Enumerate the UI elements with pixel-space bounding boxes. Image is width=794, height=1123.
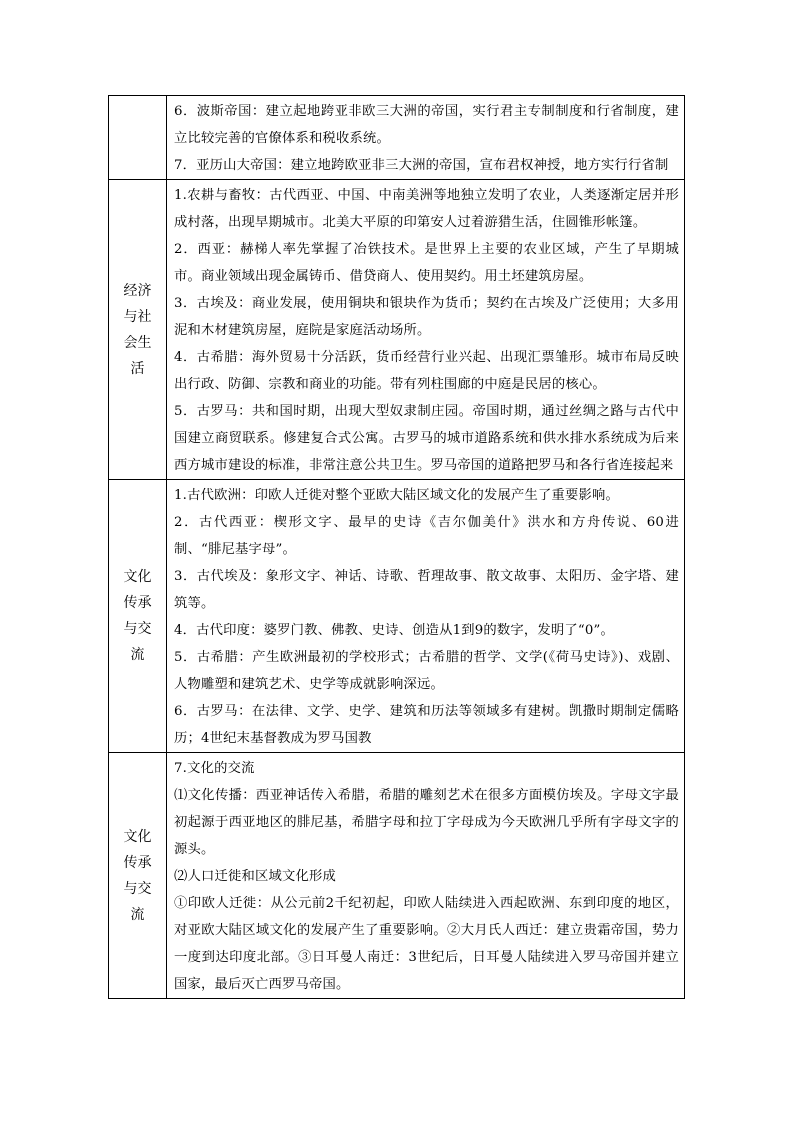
paragraph: 3．古代埃及：象形文字、神话、诗歌、哲理故事、散文故事、太阳历、金字塔、建筑等。 <box>174 569 679 611</box>
category-cell <box>109 480 167 753</box>
paragraph: 5．古希腊：产生欧洲最初的学校形式；古希腊的哲学、文学(《荷马史诗》)、戏剧、人物雕塑和建筑艺术、史学等成就影响深远。 <box>174 650 679 692</box>
paragraph: 1.农耕与畜牧：古代西亚、中国、中南美洲等地独立发明了农业，人类逐渐定居并形成村落，出现早期城市。北美大平原的印第安人过着游猎生活，住圆锥形帐篷。 <box>174 188 679 230</box>
paragraph: 6．古罗马：在法律、文学、史学、建筑和历法等领域多有建树。凯撒时期制定儒略历；4世纪末基督教成为罗马国教 <box>174 704 679 746</box>
category-line: 文化 <box>123 828 152 845</box>
category-line: 活 <box>130 360 145 377</box>
paragraph: 4．古代印度：婆罗门教、佛教、史诗、创造从1到9的数字，发明了“0”。 <box>174 623 615 638</box>
paragraph: ⑴文化传播：西亚神话传入希腊，希腊的雕刻艺术在很多方面模仿埃及。字母文字最初起源于西亚地区的腓尼基，希腊字母和拉丁字母成为今天欧洲几乎所有字母文字的源头。 <box>174 788 679 857</box>
category-line: 文化 <box>123 569 152 585</box>
category-cell <box>109 753 167 999</box>
category-line: 与交 <box>123 880 152 897</box>
paragraph: 6．波斯帝国：建立起地跨亚非欧三大洲的帝国，实行君主专制制度和行省制度，建立比较完善的官僚体系和税收系统。 <box>174 104 679 146</box>
category-label <box>109 564 166 668</box>
category-cell <box>109 180 167 480</box>
category-cell <box>109 96 167 180</box>
category-label <box>109 824 166 928</box>
content-cell <box>167 96 685 180</box>
category-label <box>109 278 166 382</box>
content-cell <box>167 480 685 753</box>
category-line: 经济 <box>123 282 152 299</box>
table-row-exchange <box>109 753 685 999</box>
paragraph: ⑵人口迁徙和区域文化形成 <box>174 869 336 884</box>
paragraph: ①印欧人迁徙：从公元前2千纪初起，印欧人陆续进入西起欧洲、东到印度的地区，对亚欧大陆区域文化的发展产生了重要影响。②大月氏人西迁：建立贵霜帝国，势力一度到达印度北部。③日耳曼人南迁：3世纪后，日耳曼人陆续进入罗马帝国并建立国家，最后灭亡西罗马帝国。 <box>174 896 679 992</box>
paragraph: 2．西亚：赫梯人率先掌握了冶铁技术。是世界上主要的农业区域，产生了早期城市。商业领域出现金属铸币、借贷商人、使用契约。用土坯建筑房屋。 <box>174 242 679 284</box>
paragraph: 7.文化的交流 <box>174 761 255 776</box>
content-table <box>108 95 685 999</box>
category-line: 流 <box>130 647 145 663</box>
paragraph: 1.古代欧洲：印欧人迁徙对整个亚欧大陆区域文化的发展产生了重要影响。 <box>174 488 619 503</box>
category-line: 会生 <box>123 334 152 351</box>
category-line: 与社 <box>123 308 152 325</box>
content-cell <box>167 180 685 480</box>
content-cell <box>167 753 685 999</box>
category-line: 流 <box>130 906 145 923</box>
paragraph: 7．亚历山大帝国：建立地跨欧亚非三大洲的帝国，宣布君权神授，地方实行行省制 <box>174 158 669 173</box>
paragraph: 5．古罗马：共和国时期，出现大型奴隶制庄园。帝国时期，通过丝绸之路与古代中国建立商贸联系。修建复合式公寓。古罗马的城市道路系统和供水排水系统成为后来西方城市建设的标准，非常注意公共卫生。罗马帝国的道路把罗马和各行省连接起来 <box>174 404 679 473</box>
table-row-economy <box>109 180 685 480</box>
category-line: 传承 <box>123 854 152 871</box>
paragraph: 2．古代西亚：楔形文字、最早的史诗《吉尔伽美什》洪水和方舟传说、60进制、“腓尼基字母”。 <box>174 515 679 557</box>
paragraph: 4．古希腊：海外贸易十分活跃，货币经营行业兴起、出现汇票雏形。城市布局反映出行政、防御、宗教和商业的功能。带有列柱围廊的中庭是民居的核心。 <box>174 350 679 392</box>
table-row-political <box>109 96 685 180</box>
category-line: 传承 <box>123 595 152 611</box>
paragraph: 3．古埃及：商业发展，使用铜块和银块作为货币；契约在古埃及广泛使用；大多用泥和木材建筑房屋，庭院是家庭活动场所。 <box>174 296 679 338</box>
table-row-culture <box>109 480 685 753</box>
category-line: 与交 <box>123 621 152 637</box>
